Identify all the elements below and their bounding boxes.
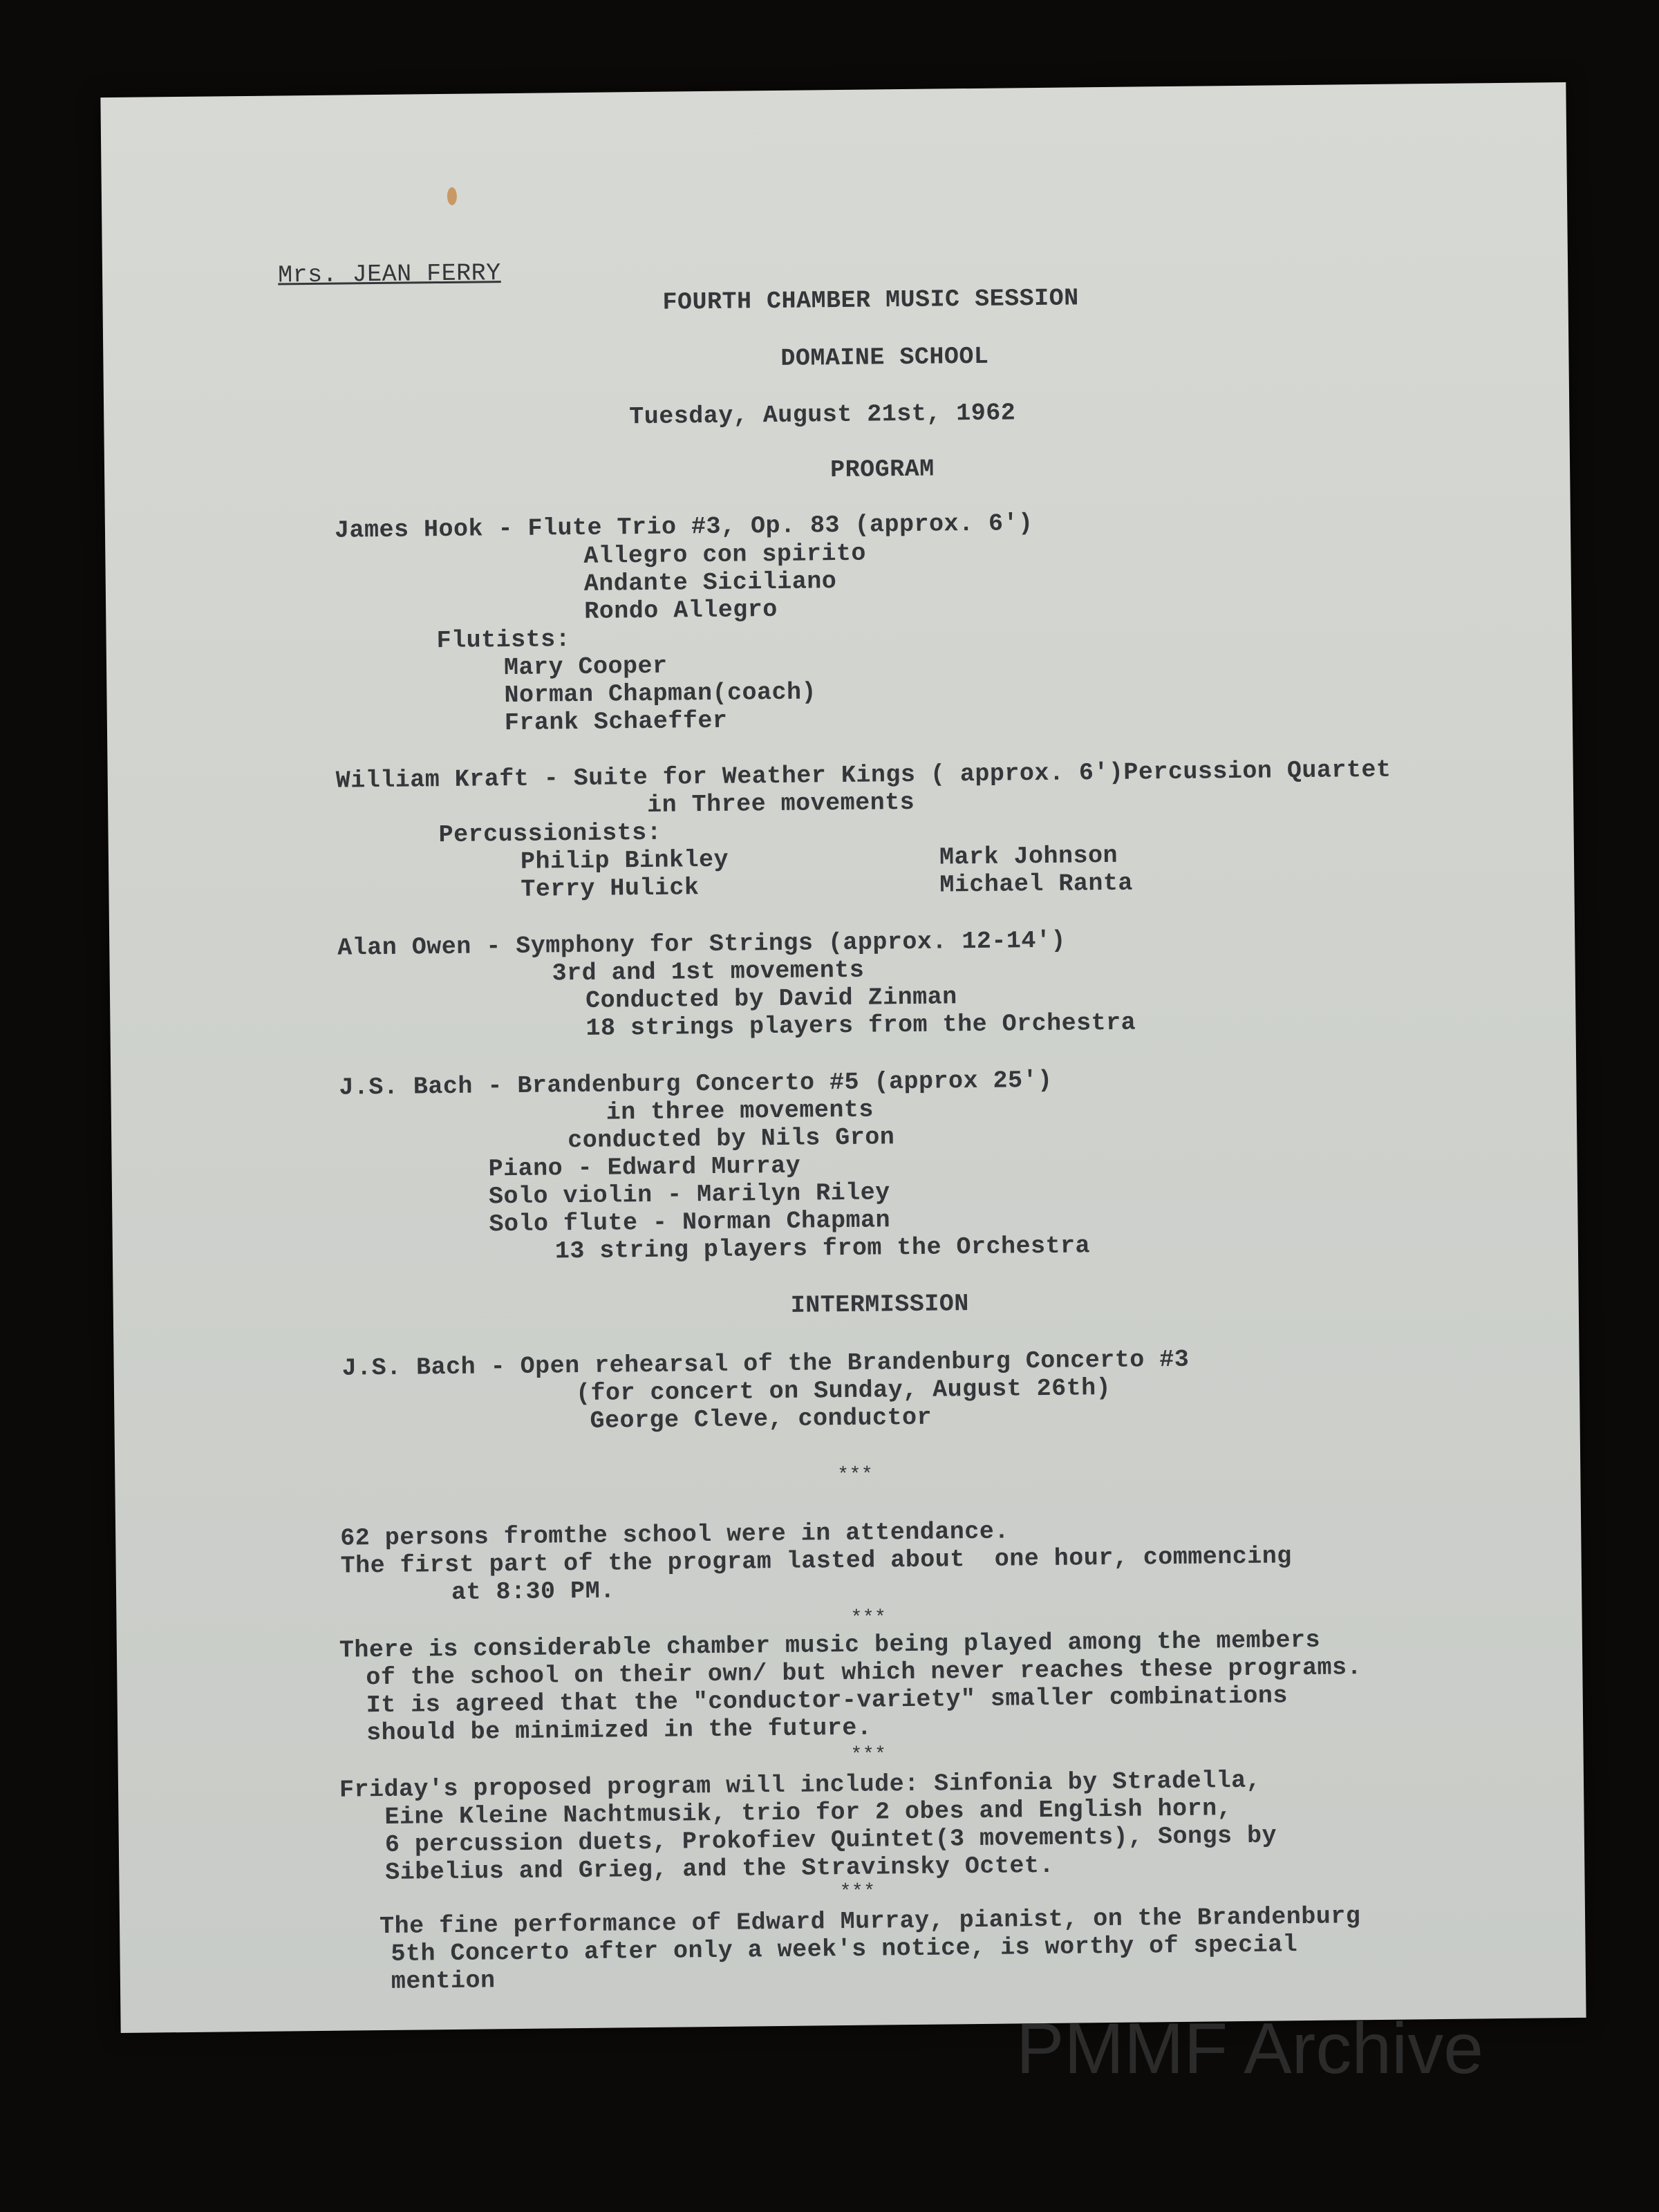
note-line: Sibelius and Grieg, and the Stravinsky Octet. — [385, 1851, 1055, 1887]
performers-label: Flutists: — [436, 626, 571, 655]
separator: *** — [850, 1744, 887, 1766]
note-line: It is agreed that the "conductor-variety" smaller combinations — [366, 1682, 1288, 1720]
note-line: The fine performance of Edward Murray, pianist, on the Brandenburg — [379, 1902, 1361, 1941]
program-item-line: in three movements — [606, 1096, 874, 1127]
performer-name: Frank Schaeffer — [504, 706, 728, 738]
program-item-line: George Cleve, conductor — [590, 1403, 932, 1435]
note-line: 62 persons fromthe school were in attendance. — [340, 1517, 1010, 1553]
movement-line: Rondo Allegro — [584, 595, 778, 626]
note-line: The first part of the program lasted about one hour, commencing — [340, 1542, 1293, 1580]
separator: *** — [839, 1881, 876, 1904]
program-item-line: 13 string players from the Orchestra — [554, 1232, 1091, 1266]
note-line: of the school on their own/ but which never reaches these programs. — [366, 1653, 1362, 1692]
note-line: Friday's proposed program will include: Sinfonia by Stradella, — [339, 1766, 1262, 1804]
school-name: DOMAINE SCHOOL — [780, 342, 989, 373]
rust-stain — [447, 187, 457, 205]
program-item-subtitle: in Three movements — [646, 788, 915, 819]
program-heading: PROGRAM — [830, 455, 935, 485]
separator: *** — [850, 1607, 887, 1629]
movement-line: Allegro con spirito — [583, 539, 867, 570]
performer-name: Terry Hulick — [521, 874, 700, 903]
note-line: 6 percussion duets, Prokofiev Quintet(3 movements), Songs by — [384, 1821, 1277, 1859]
note-line: 5th Concerto after only a week's notice, is worthy of special — [391, 1931, 1298, 1968]
soloist-line: Solo violin - Marilyn Riley — [488, 1179, 890, 1211]
program-item-title: James Hook - Flute Trio #3, Op. 83 (approx. 6') — [334, 509, 1033, 545]
program-item-title: J.S. Bach - Open rehearsal of the Brandenburg Concerto #3 — [341, 1345, 1190, 1382]
program-item-title: J.S. Bach - Brandenburg Concerto #5 (approx 25') — [339, 1066, 1053, 1102]
separator: *** — [837, 1464, 874, 1487]
program-item-line: 18 strings players from the Orchestra — [585, 1009, 1136, 1042]
program-item-line: (for concert on Sunday, August 26th) — [575, 1374, 1112, 1408]
typed-program-sheet — [100, 82, 1586, 2033]
page-title: FOURTH CHAMBER MUSIC SESSION — [662, 284, 1079, 317]
note-line: Eine Kleine Nachtmusik, trio for 2 obes and English horn, — [384, 1794, 1232, 1832]
program-item-line: 3rd and 1st movements — [552, 956, 865, 988]
recipient-name: Mrs. JEAN FERRY — [277, 259, 501, 290]
performer-name: Philip Binkley — [520, 845, 729, 876]
performer-name: Norman Chapman(coach) — [504, 678, 817, 710]
program-item-line: conducted by Nils Gron — [568, 1123, 895, 1155]
session-date: Tuesday, August 21st, 1962 — [629, 399, 1016, 431]
note-line: mention — [391, 1967, 496, 1996]
program-item-title: William Kraft - Suite for Weather Kings ( approx. 6')Percussion Quartet — [335, 756, 1391, 795]
intermission-heading: INTERMISSION — [790, 1290, 969, 1320]
program-item-line: Conducted by David Zinman — [585, 983, 957, 1015]
archive-watermark: PMMF Archive — [1016, 2009, 1484, 2089]
soloist-line: Piano - Edward Murray — [488, 1152, 801, 1183]
movement-line: Andante Siciliano — [583, 568, 837, 598]
performer-name: Mark Johnson — [939, 841, 1118, 872]
performer-name: Mary Cooper — [503, 652, 668, 682]
note-line: at 8:30 PM. — [451, 1577, 615, 1606]
note-line: should be minimized in the future. — [366, 1714, 872, 1747]
performers-label: Percussionists: — [438, 818, 662, 850]
program-item-title: Alan Owen - Symphony for Strings (approx. 12-14') — [337, 926, 1067, 962]
performer-name: Michael Ranta — [939, 869, 1134, 899]
note-line: There is considerable chamber music being played among the members — [339, 1626, 1321, 1665]
soloist-line: Solo flute - Norman Chapman — [489, 1206, 891, 1239]
